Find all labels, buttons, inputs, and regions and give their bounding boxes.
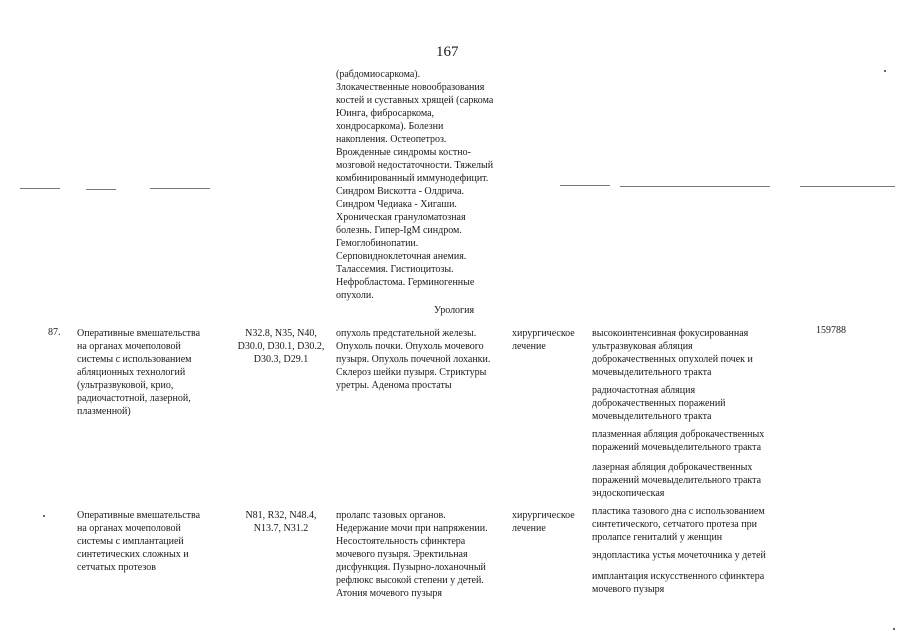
treatment-method: плазменная абляция доброкачественных поражений мочевыделительного тракта: [592, 429, 765, 453]
intervention-description: Оперативные вмешательства на органах мочеполовой системы с имплантацией синтетических сложных и сетчатых протезов: [77, 510, 201, 573]
treatment-method: радиочастотная абляция доброкачественных поражений мочевыделительного тракта: [592, 385, 726, 422]
financial-norm: 159788: [816, 325, 846, 336]
scan-artifact: [560, 185, 610, 186]
scan-artifact: [800, 186, 895, 187]
treatment-method: эндопластика устья мочеточника у детей: [592, 550, 766, 561]
treatment-type: хирургическое лечение: [512, 510, 575, 534]
diagnosis-text: пролапс тазовых органов. Недержание мочи при напряжении. Несостоятельность сфинктера мочевого пузыря. Эректильная дисфункция. Пузырно-лоханочный рефлюкс высокой степени у детей. Атония мочевого пузыря: [336, 510, 488, 599]
row-number: 87.: [48, 327, 61, 338]
treatment-method: лазерная абляция доброкачественных поражений мочевыделительного тракта эндоскопическая: [592, 462, 762, 499]
icd-codes: N81, R32, N48.4, N13.7, N31.2: [245, 510, 317, 534]
scan-artifact: [86, 189, 116, 190]
scan-artifact: [43, 515, 45, 517]
treatment-method: высокоинтенсивная фокусированная ультразвуковая абляция доброкачественных опухолей почек и мочевыделительного тракта: [592, 328, 753, 378]
treatment-method: пластика тазового дна с использованием синтетического, сетчатого протеза при пролапсе гениталий у женщин: [592, 506, 765, 543]
continuation-diagnosis-text: (рабдомиосаркома). Злокачественные новообразования костей и суставных хрящей (саркома Юинга, фибросаркома, хондросаркома). Болезни накопления. Остеопетроз. Врожденные синдромы костно- мозговой недостаточности. Тяжелый комбинированный иммунодефицит. Синдром Вискотта - Олдрича. Синдром Чедиака - Хигаши. Хроническая грануломатозная болезнь. Гипер-IgM синдром. Гемоглобинопатии. Серповидноклеточная анемия. Талассемия. Гистиоцитозы. Нефробластома. Герминогенные опухоли.: [336, 69, 494, 301]
icd-codes: N32.8, N35, N40, D30.0, D30.1, D30.2, D30.3, D29.1: [237, 328, 325, 365]
scan-artifact: [893, 628, 895, 630]
scan-artifact: [884, 70, 886, 72]
treatment-method: имплантация искусственного сфинктера мочевого пузыря: [592, 571, 765, 595]
scan-artifact: [620, 186, 770, 187]
scan-artifact: [20, 188, 60, 189]
treatment-type: хирургическое лечение: [512, 328, 575, 352]
scan-artifact: [150, 188, 210, 189]
diagnosis-text: опухоль предстательной железы. Опухоль почки. Опухоль мочевого пузыря. Опухоль почечной лоханки. Склероз шейки пузыря. Стриктуры уретры. Аденома простаты: [336, 328, 491, 391]
page-number: 167: [436, 44, 459, 60]
section-title: Урология: [434, 305, 475, 316]
intervention-description: Оперативные вмешательства на органах мочеполовой системы с использованием абляционных технологий (ультразвуковой, крио, радиочастотной, лазерной, плазменной): [77, 328, 201, 417]
